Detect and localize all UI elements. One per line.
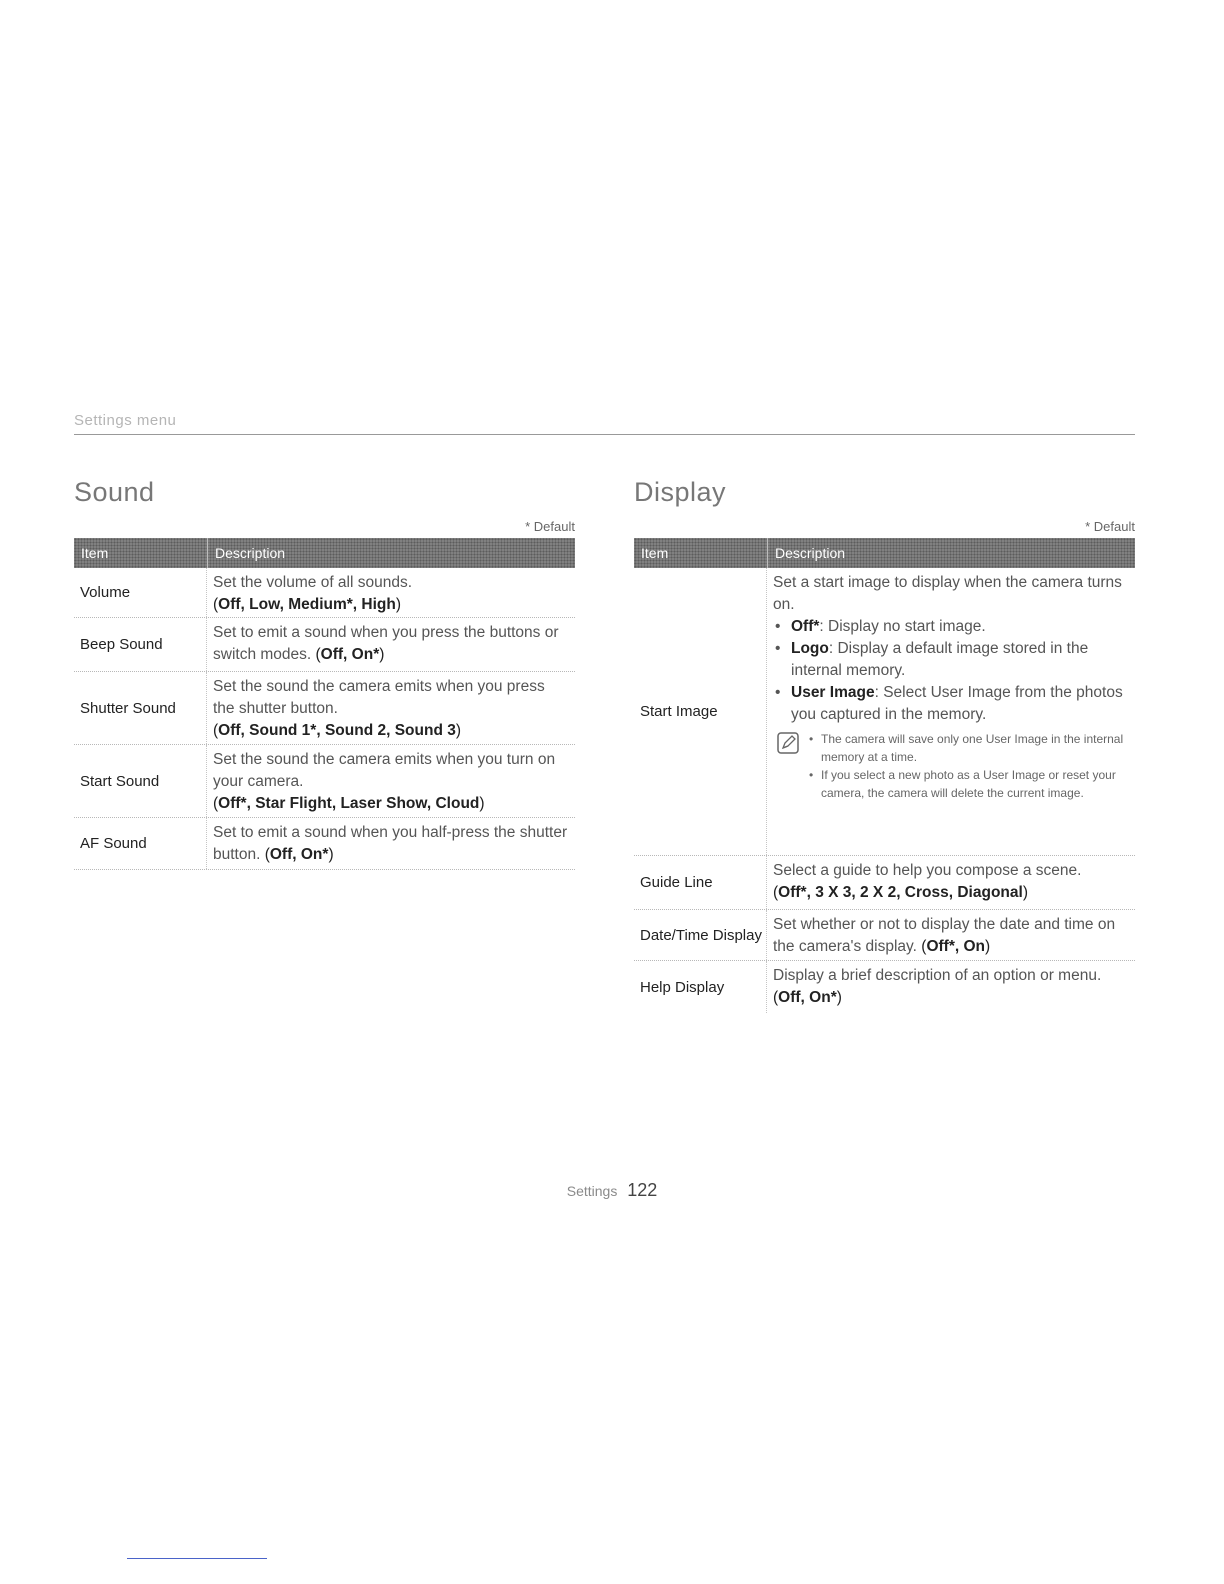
- description-text: Set a start image to display when the camera turns on.: [773, 574, 1122, 613]
- page-header: [74, 410, 1135, 435]
- column-header-item: Item: [641, 545, 669, 561]
- item-guide-line: Guide Line: [634, 856, 767, 909]
- table-row: [74, 618, 575, 672]
- note-box: [773, 730, 1129, 802]
- row-description: [207, 672, 575, 744]
- sound-title: Sound: [74, 477, 155, 507]
- column-header-description: Description: [767, 538, 1135, 568]
- item-start-sound: Start Sound: [74, 745, 207, 817]
- footer-section-label: Settings: [566, 1183, 618, 1199]
- description-text: Select a guide to help you compose a scene.: [773, 862, 1082, 879]
- option-values: (Off*, 3 X 3, 2 X 2, Cross, Diagonal): [773, 884, 1028, 901]
- table-row: [634, 910, 1135, 961]
- item-af-sound: AF Sound: [74, 818, 207, 869]
- row-description: [207, 618, 575, 671]
- item-shutter-sound: Shutter Sound: [74, 672, 207, 744]
- row-description: [767, 961, 1135, 1013]
- description-text: Display a brief description of an option or menu.: [773, 967, 1102, 984]
- table-row: [74, 745, 575, 818]
- sound-section: [74, 472, 575, 870]
- item-help-display: Help Display: [634, 961, 767, 1013]
- option-list: [773, 616, 1129, 726]
- note-list: [809, 730, 1129, 802]
- item-volume: Volume: [74, 568, 207, 617]
- page-footer: [0, 1180, 1224, 1201]
- item-start-image: Start Image: [634, 568, 767, 855]
- option-values: (Off, On*): [311, 646, 385, 663]
- page-number: 122: [627, 1180, 658, 1200]
- table-row: [634, 961, 1135, 1013]
- description-text: Set the volume of all sounds.: [213, 574, 413, 591]
- option-values: (Off*, On): [916, 938, 991, 955]
- table-row: [74, 818, 575, 870]
- item-date-time-display: Date/Time Display: [634, 910, 767, 960]
- table-row: [634, 568, 1135, 856]
- row-description: [767, 856, 1135, 909]
- row-description: [767, 568, 1135, 855]
- default-note: * Default: [525, 519, 575, 534]
- column-header-description: Description: [207, 538, 575, 568]
- item-beep-sound: Beep Sound: [74, 618, 207, 671]
- list-item: • Off*: Display no start image.: [773, 616, 1129, 638]
- table-row: [74, 672, 575, 745]
- table-row: [74, 568, 575, 618]
- header-title: Settings menu: [74, 412, 177, 429]
- description-text: Set the sound the camera emits when you press the shutter button.: [213, 678, 545, 717]
- display-section: [634, 472, 1135, 1013]
- table-row: [634, 856, 1135, 910]
- table-header: [74, 538, 575, 568]
- option-values: (Off, On*): [260, 846, 334, 863]
- note-item: • The camera will save only one User Image in the internal memory at a time.: [809, 730, 1129, 766]
- description-text: Set the sound the camera emits when you turn on your camera.: [213, 751, 556, 790]
- list-item: • User Image: Select User Image from the photos you captured in the memory.: [773, 682, 1129, 726]
- note-pencil-icon: [777, 732, 799, 754]
- option-values: (Off, Sound 1*, Sound 2, Sound 3): [213, 722, 462, 739]
- row-description: [767, 910, 1135, 960]
- description-text: Set whether or not to display the date and time on the camera's display.: [773, 916, 1116, 955]
- row-description: [207, 568, 575, 617]
- option-values: (Off, Low, Medium*, High): [213, 596, 402, 613]
- option-values: (Off, On*): [773, 989, 842, 1006]
- table-header: [634, 538, 1135, 568]
- default-note: * Default: [1085, 519, 1135, 534]
- row-description: [207, 745, 575, 817]
- note-item: • If you select a new photo as a User Image or reset your camera, the camera will delete the current image.: [809, 766, 1129, 802]
- display-title: Display: [634, 477, 727, 507]
- description-text: Set to emit a sound when you half-press the shutter button.: [213, 824, 568, 863]
- description-text: Set to emit a sound when you press the buttons or switch modes.: [213, 624, 559, 663]
- row-description: [207, 818, 575, 869]
- option-values: (Off*, Star Flight, Laser Show, Cloud): [213, 795, 485, 812]
- divider: [127, 1558, 267, 1559]
- list-item: • Logo: Display a default image stored in the internal memory.: [773, 638, 1129, 682]
- column-header-item: Item: [81, 545, 109, 561]
